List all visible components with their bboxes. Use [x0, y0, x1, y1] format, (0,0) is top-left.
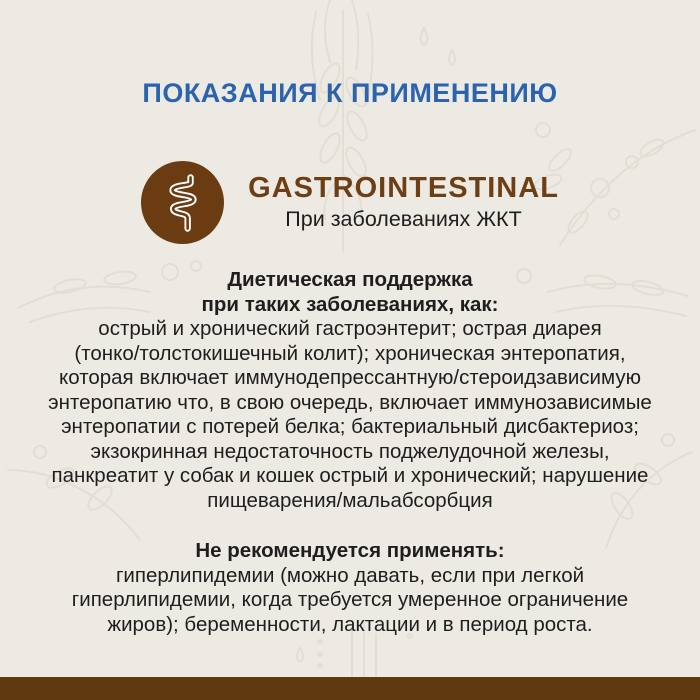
brand-text — [248, 173, 559, 231]
indications-heading-line: при таких заболеваниях, как: — [201, 292, 499, 316]
contraindications-body-line: гиперлипидемии, когда требуется умеренное ограничение — [71, 588, 629, 611]
indications-body-line: которая включает иммунодепрессантную/стероидзависимую — [59, 366, 641, 389]
brand-row — [141, 161, 559, 244]
indications-body-line: энтеропатию что, в свою очередь, включает иммунозависимые — [48, 390, 652, 414]
indications-body-line: энтеропатии с потерей белка; бактериальный дисбактериоз; — [61, 415, 639, 438]
indications-body-line: панкреатит у собак и кошек острый и хронический; нарушение — [51, 464, 649, 487]
intestines-icon — [141, 161, 224, 244]
indications-body-line: экзокринная недостаточность поджелудочной железы, — [90, 439, 610, 463]
indications-body-line: (тонко/толстокишечный колит); хроническая энтеропатия, — [74, 341, 626, 365]
page-title: ПОКАЗАНИЯ К ПРИМЕНЕНИЮ — [142, 78, 558, 108]
indications-body-line: острый и хронический гастроэнтерит; острая диарея — [98, 317, 602, 340]
contraindications-heading: Не рекомендуется применять: — [195, 539, 505, 562]
contraindications-body-line: гиперлипидемии (можно давать, если при легкой — [115, 563, 585, 587]
contraindications-section — [30, 539, 670, 637]
footer-bar — [0, 677, 700, 700]
indications-heading-line: Диетическая поддержка — [227, 268, 473, 291]
contraindications-body-line: жиров); беременности, лактации и в период роста. — [107, 612, 593, 636]
brand-subtitle: При заболеваниях ЖКТ — [285, 206, 522, 231]
indications-body-line: пищеварения/мальабсорбция — [207, 488, 493, 512]
indications-section — [30, 268, 670, 513]
brand-name: GASTROINTESTINAL — [248, 172, 559, 205]
